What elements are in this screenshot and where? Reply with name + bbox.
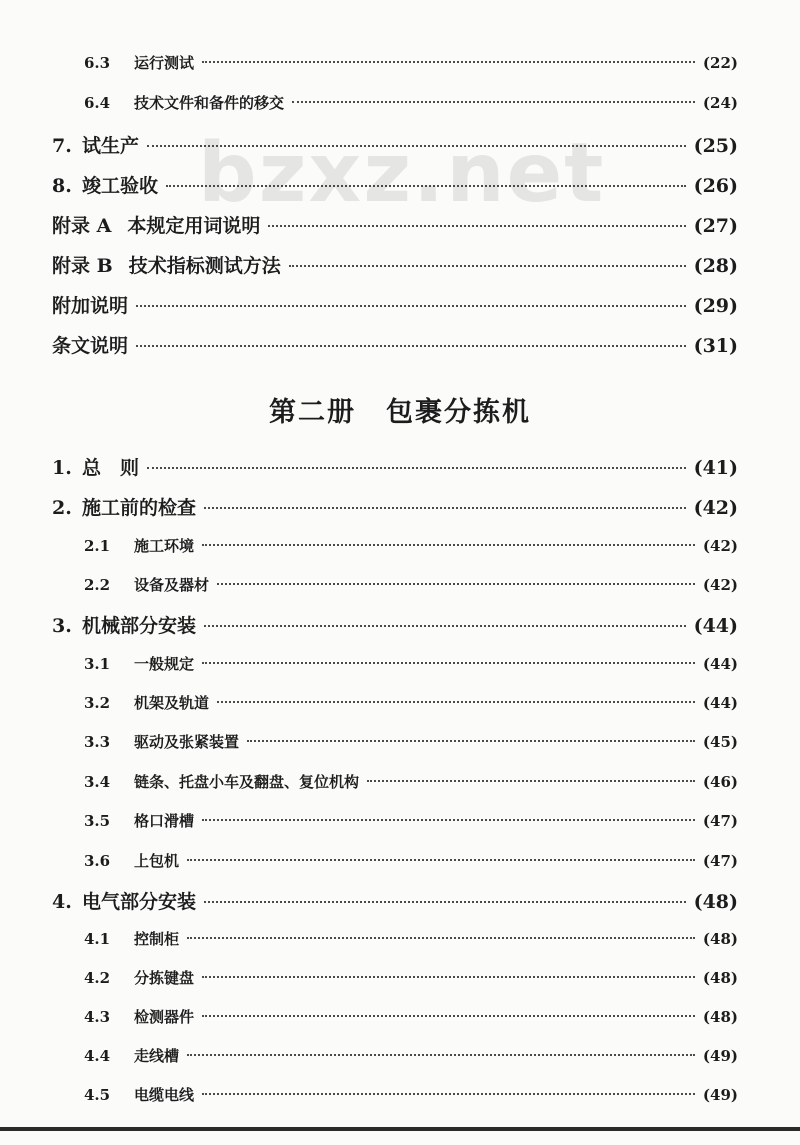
toc-entry[interactable] (84, 52, 738, 73)
leader-dots (247, 740, 695, 742)
leader-dots (202, 1093, 695, 1095)
toc-entry-number: 1. (52, 457, 72, 479)
toc-entry[interactable] (84, 535, 738, 556)
toc-entry-page: (47) (702, 812, 738, 830)
watermark: bzxz.net (198, 126, 606, 221)
toc-entry-title: 走线槽 (134, 1047, 180, 1065)
toc-entry-number: 2. (52, 497, 72, 519)
toc-entry-number: 3.4 (84, 773, 111, 791)
toc-entry-number: 3.5 (84, 812, 111, 830)
toc-entry-number: 3. (52, 615, 72, 637)
leader-dots (202, 544, 695, 546)
toc-entry[interactable] (84, 692, 738, 713)
toc-entry-page: (48) (693, 891, 738, 913)
leader-dots (136, 345, 686, 347)
toc-entry-title: 一般规定 (134, 655, 195, 673)
toc-entry-title: 驱动及张紧装置 (134, 733, 240, 751)
leader-dots (147, 145, 686, 147)
toc-entry-title: 链条、托盘小车及翻盘、复位机构 (134, 773, 360, 791)
toc-entry-number: 4. (52, 891, 72, 913)
leader-dots (136, 305, 686, 307)
toc-entry-number: 2.2 (84, 576, 111, 594)
toc-entry[interactable] (52, 171, 738, 198)
toc-entry[interactable] (52, 453, 738, 480)
toc-entry-number: 6.4 (84, 94, 111, 112)
toc-entry-page: (22) (702, 54, 738, 72)
toc-entry[interactable] (52, 611, 738, 638)
toc-entry-page: (24) (702, 94, 738, 112)
toc-entry[interactable] (84, 731, 738, 752)
toc-entry-page: (45) (702, 733, 738, 751)
toc-entry-title: 机架及轨道 (134, 694, 210, 712)
toc-entry[interactable] (84, 1006, 738, 1027)
leader-dots (202, 1015, 695, 1017)
toc-entry-number: 3.3 (84, 733, 111, 751)
toc-entry-title: 技术指标测试方法 (128, 255, 281, 277)
leader-dots (204, 507, 686, 509)
toc-entry-page: (25) (693, 135, 738, 157)
toc-entry-page: (48) (702, 1008, 738, 1026)
bottom-rule (0, 1127, 800, 1131)
toc-entry-title: 控制柜 (134, 930, 180, 948)
toc-entry-title: 本规定用词说明 (127, 215, 261, 237)
toc-entry-title: 上包机 (134, 852, 180, 870)
toc-entry-page: (47) (702, 852, 738, 870)
toc-entry-title: 总 则 (82, 457, 140, 479)
toc-entry-number: 4.5 (84, 1086, 111, 1104)
toc-entry[interactable] (84, 653, 738, 674)
leader-dots (202, 61, 695, 63)
toc-entry-number: 3.1 (84, 655, 111, 673)
leader-dots (217, 583, 695, 585)
leader-dots (204, 901, 686, 903)
toc-entry-title: 竣工验收 (82, 175, 159, 197)
toc-entry[interactable] (84, 967, 738, 988)
leader-dots (187, 937, 695, 939)
toc-entry-number: 附录 A (52, 215, 112, 237)
toc-entry-title: 施工环境 (134, 537, 195, 555)
toc-entry-page: (29) (693, 295, 738, 317)
leader-dots (202, 819, 695, 821)
leader-dots (202, 662, 695, 664)
toc-entry-page: (42) (693, 497, 738, 519)
toc-entry-title: 分拣键盘 (134, 969, 195, 987)
toc-entry[interactable] (84, 771, 738, 792)
toc-entry-number: 7. (52, 135, 72, 157)
toc-entry[interactable] (84, 850, 738, 871)
toc-entry-number: 2.1 (84, 537, 111, 555)
toc-entry-page: (42) (702, 537, 738, 555)
toc-entry-page: (28) (693, 255, 738, 277)
toc-entry-number: 附录 B (52, 255, 113, 277)
toc-entry[interactable] (84, 574, 738, 595)
toc-entry-title: 施工前的检查 (82, 497, 197, 519)
leader-dots (289, 265, 686, 267)
toc-entry-number: 4.4 (84, 1047, 111, 1065)
toc-entry-page: (48) (702, 969, 738, 987)
toc-entry[interactable] (84, 928, 738, 949)
leader-dots (147, 467, 686, 469)
toc-entry[interactable] (52, 291, 738, 318)
toc-entry-title: 条文说明 (52, 335, 129, 357)
toc-entry-number: 3.2 (84, 694, 111, 712)
leader-dots (187, 859, 695, 861)
leader-dots (166, 185, 686, 187)
toc-entry-page: (44) (693, 615, 738, 637)
toc-entry-title: 格口滑槽 (134, 812, 195, 830)
toc-entry-title: 试生产 (82, 135, 140, 157)
toc-entry-page: (44) (702, 655, 738, 673)
toc-entry-title: 设备及器材 (134, 576, 210, 594)
leader-dots (217, 701, 695, 703)
toc-entry[interactable] (84, 1045, 738, 1066)
toc-entry[interactable] (52, 211, 738, 238)
toc-entry[interactable] (52, 131, 738, 158)
toc-entry-number: 4.2 (84, 969, 111, 987)
toc-entry-page: (41) (693, 457, 738, 479)
toc-entry-page: (48) (702, 930, 738, 948)
toc-entry-number: 3.6 (84, 852, 111, 870)
toc-entry-page: (49) (702, 1086, 738, 1104)
toc-entry-page: (44) (702, 694, 738, 712)
volume-heading (0, 390, 800, 429)
toc-entry-number: 4.3 (84, 1008, 111, 1026)
toc-entry[interactable] (52, 887, 738, 914)
toc-entry[interactable] (52, 251, 738, 278)
volume-heading-title: 包裹分拣机 (386, 397, 531, 428)
leader-dots (292, 101, 695, 103)
toc-entry-page: (42) (702, 576, 738, 594)
toc-entry-title: 运行测试 (134, 54, 195, 72)
toc-entry-page: (26) (693, 175, 738, 197)
toc-entry-title: 电气部分安装 (82, 891, 197, 913)
toc-entry-page: (31) (693, 335, 738, 357)
leader-dots (204, 625, 686, 627)
toc-entry-title: 附加说明 (52, 295, 129, 317)
toc-entry-number: 4.1 (84, 930, 111, 948)
toc-entry-title: 机械部分安装 (82, 615, 197, 637)
leader-dots (187, 1054, 695, 1056)
toc-entry[interactable] (84, 92, 738, 113)
toc-entry-page: (49) (702, 1047, 738, 1065)
leader-dots (367, 780, 695, 782)
leader-dots (202, 976, 695, 978)
toc-entry[interactable] (84, 1084, 738, 1105)
toc-entry-title: 检测器件 (134, 1008, 195, 1026)
toc-entry[interactable] (84, 810, 738, 831)
toc-entry-number: 8. (52, 175, 72, 197)
leader-dots (268, 225, 685, 227)
toc-entry[interactable] (52, 331, 738, 358)
toc-entry-title: 电缆电线 (134, 1086, 195, 1104)
volume-heading-number: 第二册 (269, 397, 356, 428)
toc-entry-page: (46) (702, 773, 738, 791)
toc-entry-page: (27) (693, 215, 738, 237)
toc-entry[interactable] (52, 493, 738, 520)
toc-entry-title: 技术文件和备件的移交 (134, 94, 285, 112)
toc-entry-number: 6.3 (84, 54, 111, 72)
